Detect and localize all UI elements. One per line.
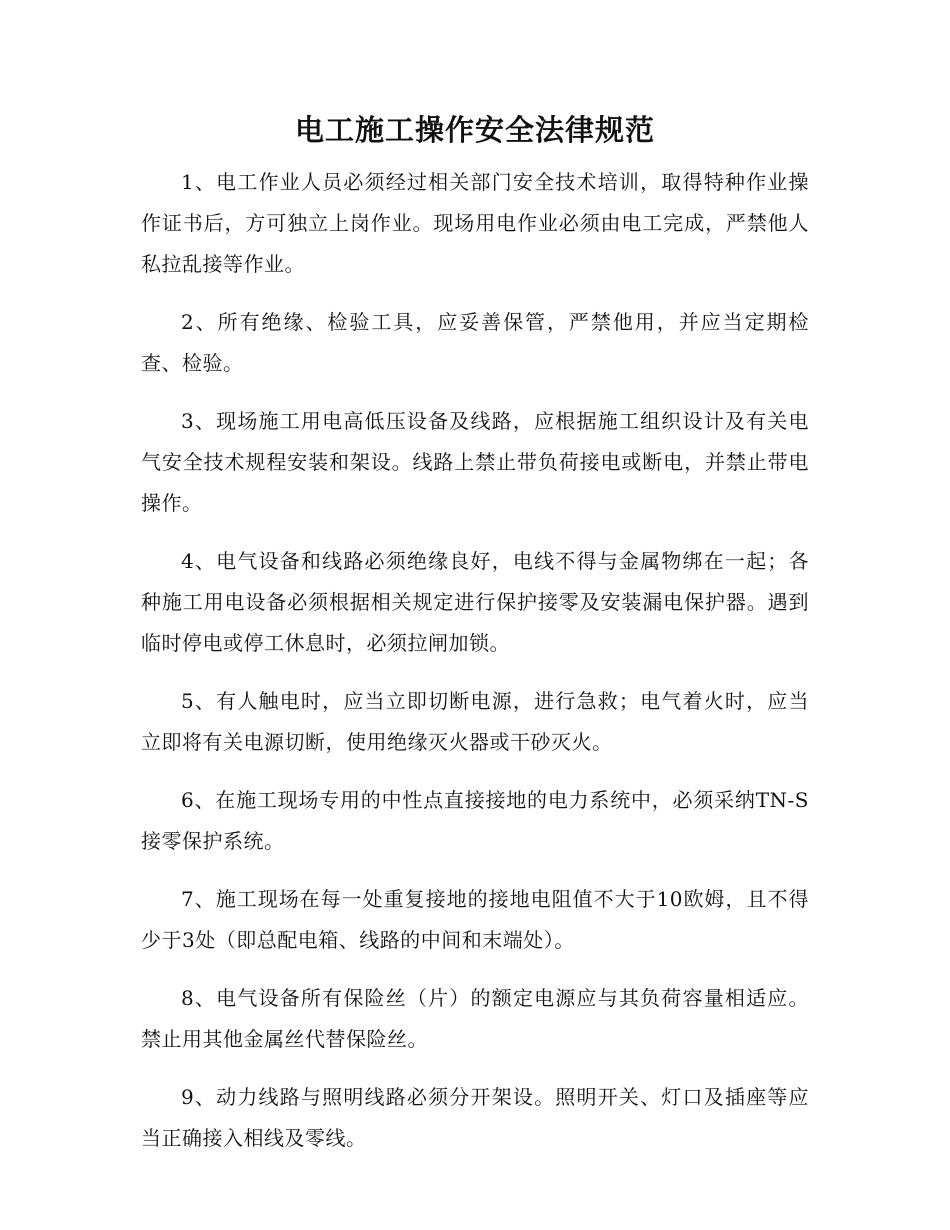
paragraph-9: 9、动力线路与照明线路必须分开架设。照明开关、灯口及插座等应当正确接入相线及零线。 bbox=[141, 1085, 809, 1150]
paragraph-5: 5、有人触电时，应当立即切断电源，进行急救；电气着火时，应当立即将有关电源切断，使用绝缘灭火器或干砂灭火。 bbox=[141, 689, 809, 754]
paragraph-6: 6、在施工现场专用的中性点直接接地的电力系统中，必须采纳TN-S接零保护系统。 bbox=[141, 788, 809, 853]
document-body bbox=[141, 162, 809, 1176]
paragraph-8: 8、电气设备所有保险丝（片）的额定电源应与其负荷容量相适应。禁止用其他金属丝代替保险丝。 bbox=[141, 986, 809, 1051]
paragraph-2: 2、所有绝缘、检验工具，应妥善保管，严禁他用，并应当定期检查、检验。 bbox=[141, 310, 809, 375]
paragraph-3: 3、现场施工用电高低压设备及线路，应根据施工组织设计及有关电气安全技术规程安装和架设。线路上禁止带负荷接电或断电，并禁止带电操作。 bbox=[141, 409, 809, 515]
paragraph-4: 4、电气设备和线路必须绝缘良好，电线不得与金属物绑在一起；各种施工用电设备必须根据相关规定进行保护接零及安装漏电保护器。遇到临时停电或停工休息时，必须拉闸加锁。 bbox=[141, 549, 809, 655]
paragraph-7: 7、施工现场在每一处重复接地的接地电阻值不大于10欧姆，且不得少于3处（即总配电箱、线路的中间和末端处）。 bbox=[141, 887, 809, 952]
paragraph-1: 1、电工作业人员必须经过相关部门安全技术培训，取得特种作业操作证书后，方可独立上岗作业。现场用电作业必须由电工完成，严禁他人私拉乱接等作业。 bbox=[141, 170, 809, 276]
document-title: 电工施工操作安全法律规范 bbox=[294, 113, 655, 147]
